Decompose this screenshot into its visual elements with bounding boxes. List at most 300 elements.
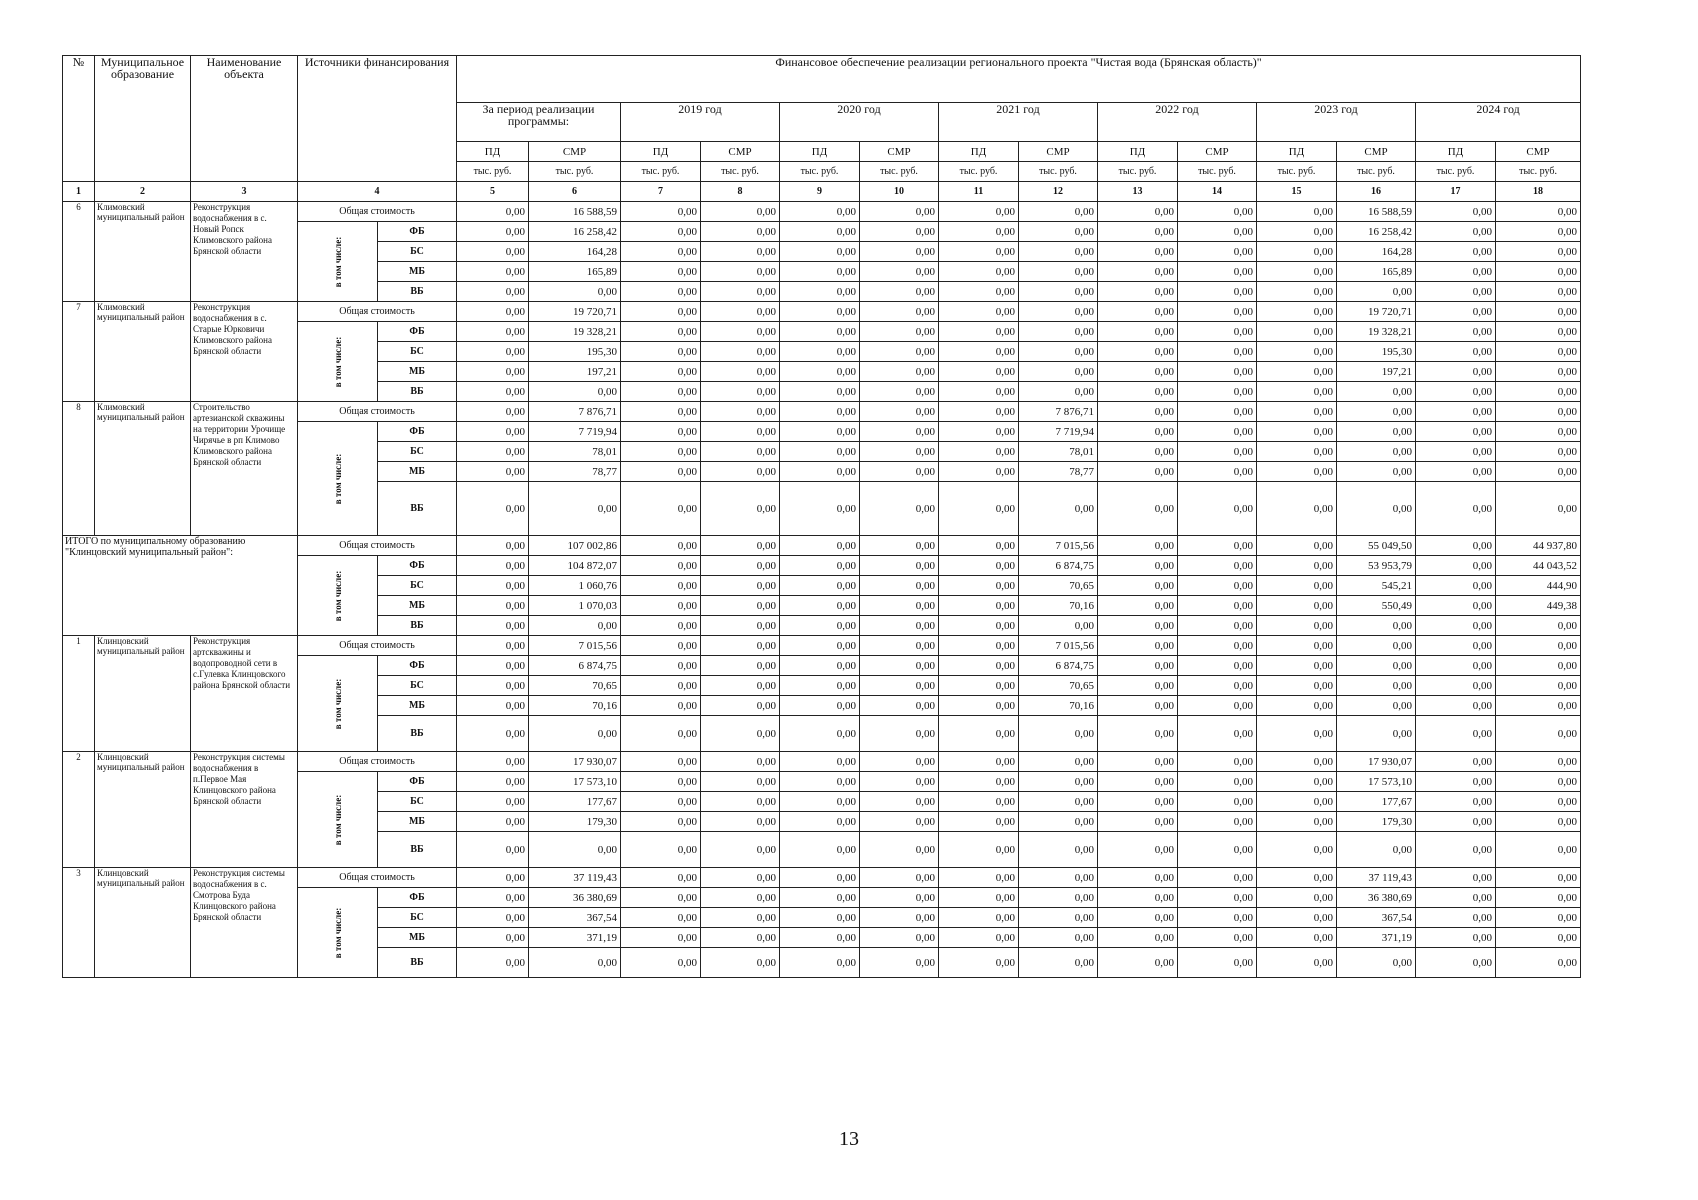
value-cell: 0,00 — [1416, 576, 1496, 596]
value-cell: 0,00 — [701, 242, 780, 262]
value-cell: 0,00 — [1257, 868, 1337, 888]
value-cell: 1 070,03 — [529, 596, 621, 616]
value-cell: 0,00 — [1496, 868, 1581, 888]
header-pd: ПД — [1416, 142, 1496, 162]
value-cell: 0,00 — [1496, 656, 1581, 676]
value-cell: 0,00 — [1416, 282, 1496, 302]
value-cell: 0,00 — [939, 716, 1019, 752]
header-pd: ПД — [1098, 142, 1178, 162]
value-cell: 0,00 — [621, 222, 701, 242]
municipality-name: Клинцовский муниципальный район — [95, 636, 191, 752]
value-cell: 0,00 — [1337, 636, 1416, 656]
value-cell: 0,00 — [780, 282, 860, 302]
value-cell: 0,00 — [1098, 482, 1178, 536]
value-cell: 0,00 — [1337, 442, 1416, 462]
value-cell: 0,00 — [1178, 576, 1257, 596]
value-cell: 0,00 — [780, 908, 860, 928]
value-cell: 0,00 — [621, 908, 701, 928]
value-cell: 0,00 — [1416, 536, 1496, 556]
object-name: Реконструкция водоснабжения в с. Старые Юрковичи Климовского района Брянской области — [191, 302, 298, 402]
value-cell: 0,00 — [1098, 676, 1178, 696]
value-cell: 0,00 — [1416, 596, 1496, 616]
value-cell: 0,00 — [780, 222, 860, 242]
value-cell: 0,00 — [780, 402, 860, 422]
municipality-name: Клинцовский муниципальный район — [95, 752, 191, 868]
value-cell: 0,00 — [1496, 716, 1581, 752]
value-cell: 0,00 — [1496, 442, 1581, 462]
value-cell: 0,00 — [701, 636, 780, 656]
value-cell: 0,00 — [701, 948, 780, 978]
value-cell: 0,00 — [457, 576, 529, 596]
value-cell: 0,00 — [1257, 716, 1337, 752]
page-number: 13 — [839, 1128, 859, 1150]
value-cell: 0,00 — [860, 382, 939, 402]
source-label: БС — [378, 576, 457, 596]
source-label: МБ — [378, 362, 457, 382]
value-cell: 0,00 — [1178, 888, 1257, 908]
value-cell: 0,00 — [939, 656, 1019, 676]
in-total-text: в том числе: — [332, 236, 343, 287]
header-unit: тыс. руб. — [1337, 162, 1416, 182]
value-cell: 164,28 — [529, 242, 621, 262]
value-cell: 0,00 — [780, 616, 860, 636]
value-cell: 0,00 — [860, 202, 939, 222]
value-cell: 0,00 — [1416, 202, 1496, 222]
object-row — [63, 636, 1581, 656]
value-cell: 0,00 — [1178, 322, 1257, 342]
value-cell: 0,00 — [1178, 792, 1257, 812]
value-cell: 0,00 — [1019, 716, 1098, 752]
source-label: ФБ — [378, 772, 457, 792]
value-cell: 0,00 — [1098, 656, 1178, 676]
value-cell: 0,00 — [860, 322, 939, 342]
value-cell: 0,00 — [701, 322, 780, 342]
value-cell: 0,00 — [860, 262, 939, 282]
value-cell: 0,00 — [1496, 812, 1581, 832]
value-cell: 0,00 — [939, 772, 1019, 792]
value-cell: 6 874,75 — [1019, 656, 1098, 676]
row-number: 3 — [63, 868, 95, 978]
value-cell: 0,00 — [457, 656, 529, 676]
value-cell: 0,00 — [457, 462, 529, 482]
value-cell: 0,00 — [1178, 752, 1257, 772]
value-cell: 0,00 — [1178, 462, 1257, 482]
value-cell: 367,54 — [529, 908, 621, 928]
row-number: 7 — [63, 302, 95, 402]
value-cell: 0,00 — [1178, 442, 1257, 462]
header-smr: СМР — [1178, 142, 1257, 162]
value-cell: 0,00 — [1257, 832, 1337, 868]
value-cell: 0,00 — [1178, 242, 1257, 262]
value-cell: 0,00 — [457, 696, 529, 716]
value-cell: 0,00 — [780, 812, 860, 832]
value-cell: 177,67 — [529, 792, 621, 812]
value-cell: 0,00 — [457, 536, 529, 556]
in-total-label — [298, 772, 378, 868]
value-cell: 0,00 — [1098, 716, 1178, 752]
value-cell: 0,00 — [1098, 302, 1178, 322]
value-cell: 0,00 — [860, 716, 939, 752]
value-cell: 0,00 — [1257, 242, 1337, 262]
value-cell: 0,00 — [860, 616, 939, 636]
value-cell: 0,00 — [1416, 442, 1496, 462]
value-cell: 0,00 — [1019, 928, 1098, 948]
value-cell: 17 573,10 — [1337, 772, 1416, 792]
value-cell: 6 874,75 — [1019, 556, 1098, 576]
column-number: 5 — [457, 182, 529, 202]
row-number: 8 — [63, 402, 95, 536]
value-cell: 0,00 — [1178, 362, 1257, 382]
value-cell: 0,00 — [1178, 422, 1257, 442]
value-cell: 0,00 — [1019, 342, 1098, 362]
value-cell: 0,00 — [621, 772, 701, 792]
value-cell: 0,00 — [1178, 928, 1257, 948]
value-cell: 0,00 — [457, 282, 529, 302]
value-cell: 0,00 — [701, 302, 780, 322]
value-cell: 0,00 — [1019, 242, 1098, 262]
source-label: ВБ — [378, 482, 457, 536]
source-label: ВБ — [378, 382, 457, 402]
source-label: МБ — [378, 928, 457, 948]
value-cell: 37 119,43 — [529, 868, 621, 888]
value-cell: 0,00 — [621, 716, 701, 752]
value-cell: 0,00 — [1257, 792, 1337, 812]
value-cell: 0,00 — [1019, 792, 1098, 812]
value-cell: 0,00 — [1416, 616, 1496, 636]
source-label: БС — [378, 342, 457, 362]
value-cell: 0,00 — [1098, 422, 1178, 442]
value-cell: 0,00 — [621, 202, 701, 222]
source-label: ФБ — [378, 222, 457, 242]
value-cell: 44 937,80 — [1496, 536, 1581, 556]
value-cell: 0,00 — [1257, 616, 1337, 636]
value-cell: 0,00 — [1178, 402, 1257, 422]
value-cell: 0,00 — [1019, 202, 1098, 222]
value-cell: 0,00 — [1337, 422, 1416, 442]
value-cell: 0,00 — [939, 382, 1019, 402]
value-cell: 0,00 — [860, 676, 939, 696]
value-cell: 0,00 — [939, 792, 1019, 812]
source-label: ВБ — [378, 616, 457, 636]
value-cell: 0,00 — [1496, 362, 1581, 382]
value-cell: 0,00 — [780, 752, 860, 772]
value-cell: 0,00 — [701, 576, 780, 596]
value-cell: 16 588,59 — [1337, 202, 1416, 222]
header-unit: тыс. руб. — [939, 162, 1019, 182]
object-row — [63, 202, 1581, 222]
value-cell: 0,00 — [939, 536, 1019, 556]
value-cell: 0,00 — [939, 556, 1019, 576]
value-cell: 16 588,59 — [529, 202, 621, 222]
value-cell: 0,00 — [1337, 616, 1416, 636]
object-name: Строительство артезианской скважины на территории Урочище Чирячье в рп Климово Климовского района Брянской области — [191, 402, 298, 536]
value-cell: 0,00 — [1098, 536, 1178, 556]
value-cell: 0,00 — [1257, 676, 1337, 696]
value-cell: 0,00 — [780, 656, 860, 676]
value-cell: 0,00 — [1098, 596, 1178, 616]
value-cell: 0,00 — [1496, 832, 1581, 868]
value-cell: 0,00 — [1257, 696, 1337, 716]
header-unit: тыс. руб. — [529, 162, 621, 182]
itogo-row — [63, 536, 1581, 556]
value-cell: 0,00 — [1098, 556, 1178, 576]
value-cell: 0,00 — [701, 442, 780, 462]
value-cell: 0,00 — [939, 596, 1019, 616]
source-label: ВБ — [378, 948, 457, 978]
value-cell: 0,00 — [529, 282, 621, 302]
in-total-text: в том числе: — [332, 794, 343, 845]
value-cell: 0,00 — [701, 928, 780, 948]
value-cell: 0,00 — [1337, 402, 1416, 422]
value-cell: 0,00 — [1178, 772, 1257, 792]
value-cell: 0,00 — [1098, 322, 1178, 342]
header-unit: тыс. руб. — [860, 162, 939, 182]
column-number: 15 — [1257, 182, 1337, 202]
source-label: МБ — [378, 462, 457, 482]
source-label: МБ — [378, 596, 457, 616]
value-cell: 0,00 — [939, 422, 1019, 442]
value-cell: 0,00 — [1337, 462, 1416, 482]
column-number: 6 — [529, 182, 621, 202]
value-cell: 0,00 — [860, 832, 939, 868]
value-cell: 0,00 — [621, 576, 701, 596]
value-cell: 0,00 — [1019, 616, 1098, 636]
value-cell: 0,00 — [1019, 382, 1098, 402]
value-cell: 0,00 — [457, 202, 529, 222]
value-cell: 0,00 — [780, 948, 860, 978]
value-cell: 0,00 — [1496, 616, 1581, 636]
value-cell: 0,00 — [701, 596, 780, 616]
value-cell: 0,00 — [621, 792, 701, 812]
value-cell: 0,00 — [1416, 888, 1496, 908]
header-municipality: Муниципальное образование — [95, 56, 191, 182]
value-cell: 0,00 — [860, 576, 939, 596]
value-cell: 0,00 — [939, 402, 1019, 422]
value-cell: 0,00 — [1337, 282, 1416, 302]
value-cell: 70,16 — [1019, 596, 1098, 616]
in-total-text: в том числе: — [332, 678, 343, 729]
value-cell: 0,00 — [780, 888, 860, 908]
value-cell: 0,00 — [1416, 908, 1496, 928]
value-cell: 0,00 — [939, 832, 1019, 868]
header-smr: СМР — [1496, 142, 1581, 162]
value-cell: 0,00 — [1178, 596, 1257, 616]
value-cell: 0,00 — [1098, 202, 1178, 222]
value-cell: 0,00 — [701, 262, 780, 282]
value-cell: 0,00 — [1019, 262, 1098, 282]
source-label: ФБ — [378, 322, 457, 342]
value-cell: 0,00 — [701, 868, 780, 888]
value-cell: 0,00 — [780, 342, 860, 362]
itogo-label: ИТОГО по муниципальному образованию "Клинцовский муниципальный район": — [63, 536, 298, 636]
value-cell: 0,00 — [780, 576, 860, 596]
value-cell: 0,00 — [529, 482, 621, 536]
value-cell: 0,00 — [621, 616, 701, 636]
object-row — [63, 868, 1581, 888]
value-cell: 0,00 — [1416, 382, 1496, 402]
value-cell: 0,00 — [860, 696, 939, 716]
value-cell: 0,00 — [780, 242, 860, 262]
value-cell: 0,00 — [621, 596, 701, 616]
value-cell: 0,00 — [1178, 812, 1257, 832]
value-cell: 0,00 — [621, 422, 701, 442]
value-cell: 0,00 — [1098, 576, 1178, 596]
municipality-name: Клинцовский муниципальный район — [95, 868, 191, 978]
in-total-text: в том числе: — [332, 453, 343, 504]
value-cell: 0,00 — [701, 812, 780, 832]
value-cell: 0,00 — [939, 462, 1019, 482]
value-cell: 0,00 — [780, 482, 860, 536]
value-cell: 0,00 — [939, 676, 1019, 696]
value-cell: 17 930,07 — [529, 752, 621, 772]
header-pd: ПД — [621, 142, 701, 162]
value-cell: 0,00 — [1496, 262, 1581, 282]
value-cell: 0,00 — [860, 656, 939, 676]
value-cell: 0,00 — [860, 482, 939, 536]
value-cell: 0,00 — [1257, 282, 1337, 302]
value-cell: 0,00 — [1257, 222, 1337, 242]
value-cell: 0,00 — [939, 362, 1019, 382]
object-name: Реконструкция артскважины и водопроводной сети в с.Гулевка Клинцовского района Брянской области — [191, 636, 298, 752]
value-cell: 0,00 — [1416, 772, 1496, 792]
value-cell: 0,00 — [1178, 716, 1257, 752]
value-cell: 371,19 — [1337, 928, 1416, 948]
value-cell: 0,00 — [1416, 242, 1496, 262]
in-total-label — [298, 888, 378, 978]
column-number: 1 — [63, 182, 95, 202]
value-cell: 0,00 — [1416, 948, 1496, 978]
value-cell: 0,00 — [621, 812, 701, 832]
value-cell: 0,00 — [1337, 382, 1416, 402]
value-cell: 19 720,71 — [1337, 302, 1416, 322]
value-cell: 0,00 — [1416, 676, 1496, 696]
value-cell: 165,89 — [1337, 262, 1416, 282]
value-cell: 0,00 — [1178, 262, 1257, 282]
value-cell: 0,00 — [939, 302, 1019, 322]
value-cell: 0,00 — [1257, 402, 1337, 422]
value-cell: 0,00 — [1496, 422, 1581, 442]
value-cell: 0,00 — [1337, 482, 1416, 536]
column-number: 3 — [191, 182, 298, 202]
column-number: 14 — [1178, 182, 1257, 202]
value-cell: 55 049,50 — [1337, 536, 1416, 556]
object-row — [63, 302, 1581, 322]
value-cell: 0,00 — [457, 716, 529, 752]
value-cell: 19 328,21 — [529, 322, 621, 342]
value-cell: 0,00 — [860, 868, 939, 888]
value-cell: 0,00 — [780, 556, 860, 576]
value-cell: 17 573,10 — [529, 772, 621, 792]
in-total-text: в том числе: — [332, 570, 343, 621]
value-cell: 36 380,69 — [1337, 888, 1416, 908]
value-cell: 0,00 — [1019, 948, 1098, 978]
in-total-label — [298, 656, 378, 752]
total-cost-label: Общая стоимость — [298, 752, 457, 772]
in-total-label — [298, 322, 378, 402]
value-cell: 197,21 — [529, 362, 621, 382]
value-cell: 0,00 — [1257, 482, 1337, 536]
value-cell: 0,00 — [780, 596, 860, 616]
value-cell: 0,00 — [1178, 656, 1257, 676]
value-cell: 0,00 — [701, 752, 780, 772]
value-cell: 0,00 — [457, 928, 529, 948]
value-cell: 37 119,43 — [1337, 868, 1416, 888]
value-cell: 0,00 — [939, 262, 1019, 282]
source-label: ФБ — [378, 422, 457, 442]
source-label: БС — [378, 242, 457, 262]
value-cell: 0,00 — [1178, 382, 1257, 402]
value-cell: 0,00 — [1178, 948, 1257, 978]
value-cell: 0,00 — [529, 948, 621, 978]
value-cell: 0,00 — [457, 362, 529, 382]
value-cell: 0,00 — [1257, 636, 1337, 656]
value-cell: 0,00 — [780, 536, 860, 556]
value-cell: 0,00 — [701, 482, 780, 536]
value-cell: 0,00 — [1496, 888, 1581, 908]
value-cell: 0,00 — [457, 596, 529, 616]
value-cell: 0,00 — [780, 442, 860, 462]
value-cell: 0,00 — [1257, 888, 1337, 908]
value-cell: 0,00 — [780, 928, 860, 948]
value-cell: 0,00 — [457, 812, 529, 832]
value-cell: 0,00 — [701, 536, 780, 556]
header-unit: тыс. руб. — [1019, 162, 1098, 182]
value-cell: 0,00 — [1098, 812, 1178, 832]
value-cell: 70,16 — [529, 696, 621, 716]
value-cell: 0,00 — [1178, 302, 1257, 322]
value-cell: 19 328,21 — [1337, 322, 1416, 342]
value-cell: 0,00 — [939, 482, 1019, 536]
value-cell: 0,00 — [939, 322, 1019, 342]
value-cell: 0,00 — [860, 772, 939, 792]
value-cell: 0,00 — [1496, 462, 1581, 482]
value-cell: 0,00 — [1257, 812, 1337, 832]
column-number: 17 — [1416, 182, 1496, 202]
column-number: 18 — [1496, 182, 1581, 202]
header-pd: ПД — [780, 142, 860, 162]
value-cell: 0,00 — [457, 948, 529, 978]
header-smr: СМР — [529, 142, 621, 162]
value-cell: 0,00 — [621, 752, 701, 772]
total-cost-label: Общая стоимость — [298, 202, 457, 222]
in-total-text: в том числе: — [332, 907, 343, 958]
value-cell: 0,00 — [939, 442, 1019, 462]
column-number: 10 — [860, 182, 939, 202]
value-cell: 0,00 — [621, 382, 701, 402]
value-cell: 0,00 — [701, 422, 780, 442]
value-cell: 0,00 — [1019, 362, 1098, 382]
value-cell: 0,00 — [457, 302, 529, 322]
value-cell: 0,00 — [1098, 636, 1178, 656]
value-cell: 0,00 — [621, 482, 701, 536]
source-label: БС — [378, 676, 457, 696]
value-cell: 179,30 — [529, 812, 621, 832]
value-cell: 0,00 — [701, 792, 780, 812]
value-cell: 0,00 — [457, 556, 529, 576]
value-cell: 545,21 — [1337, 576, 1416, 596]
value-cell: 0,00 — [1337, 948, 1416, 978]
value-cell: 0,00 — [457, 242, 529, 262]
value-cell: 0,00 — [621, 242, 701, 262]
value-cell: 0,00 — [1257, 342, 1337, 362]
value-cell: 78,01 — [529, 442, 621, 462]
value-cell: 0,00 — [860, 222, 939, 242]
value-cell: 0,00 — [860, 402, 939, 422]
value-cell: 0,00 — [1257, 948, 1337, 978]
header-year-2021: 2021 год — [939, 103, 1098, 142]
value-cell: 0,00 — [1496, 928, 1581, 948]
object-name: Реконструкция системы водоснабжения в с. Смотрова Буда Клинцовского района Брянской области — [191, 868, 298, 978]
